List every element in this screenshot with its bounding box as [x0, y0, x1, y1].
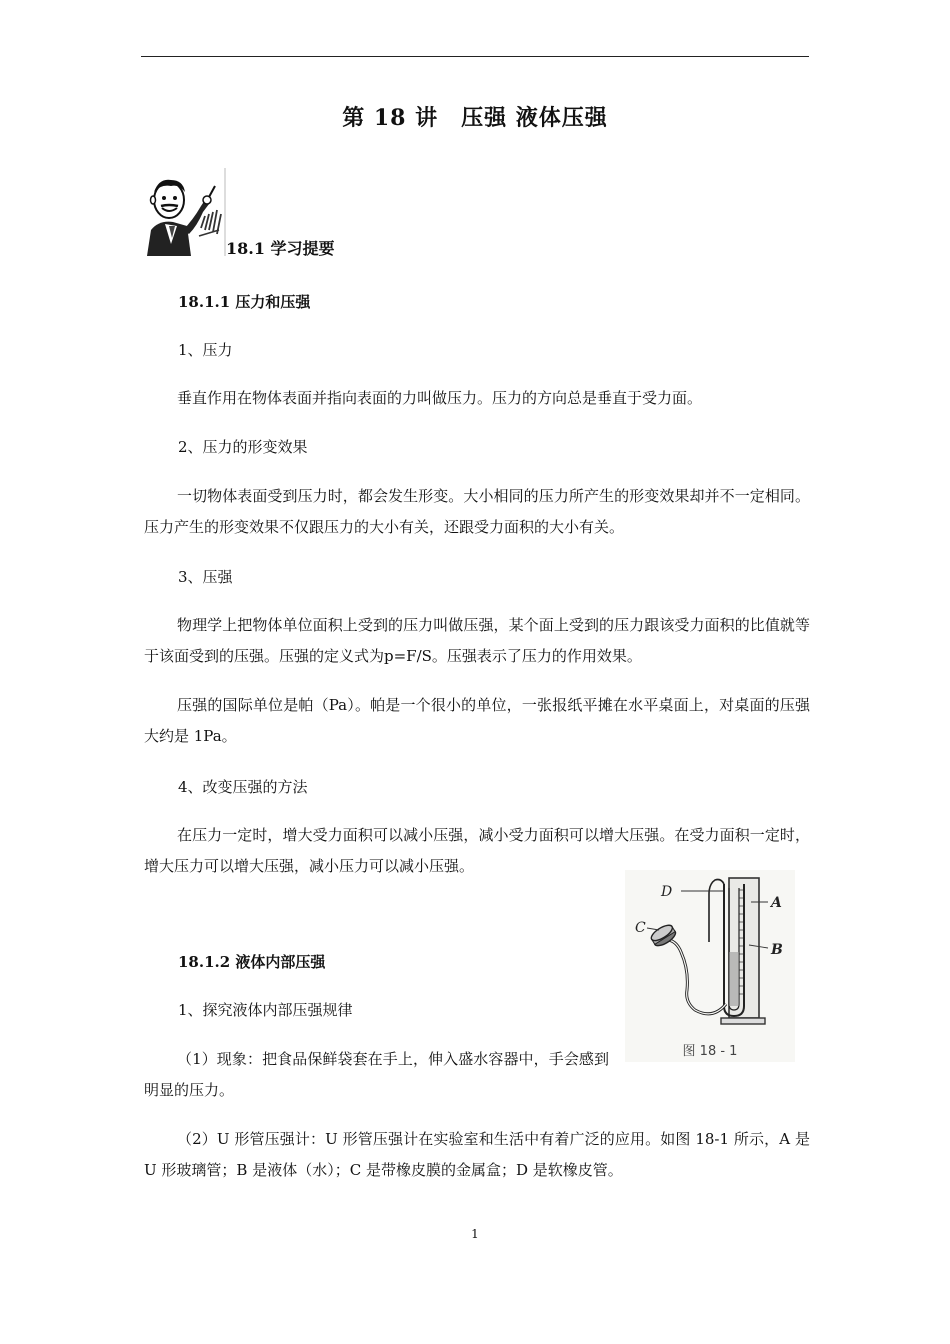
item-heading-deformation: 2、压力的形变效果	[178, 438, 308, 456]
paragraph-deformation: 一切物体表面受到压力时，都会发生形变。大小相同的压力所产生的形变效果却并不一定相同。压力产生的形变效果不仅跟压力的大小有关，还跟受力面积的大小有关。	[144, 487, 810, 536]
figure-label-d: D	[661, 884, 673, 900]
figure-label-b: B	[771, 942, 783, 958]
item-heading-change-pressure: 4、改变压强的方法	[178, 778, 308, 796]
paragraph-pressure-unit: 压强的国际单位是帕（Pa）。帕是一个很小的单位，一张报纸平摊在水平桌面上，对桌面的压强大约是 1Pa。	[144, 696, 810, 745]
figure-label-c: C	[635, 920, 646, 936]
item-heading-pressure-force: 1、压力	[178, 341, 233, 359]
u-tube-manometer-diagram	[625, 870, 795, 1062]
figure-u-tube-manometer	[625, 870, 795, 1062]
page-number: 1	[471, 1227, 479, 1241]
header-rule	[141, 56, 809, 57]
item-heading-pressure: 3、压强	[178, 568, 233, 586]
paragraph-u-tube: （2）U 形管压强计：U 形管压强计在实验室和生活中有着广泛的应用。如图 18-1 所示，A 是 U 形玻璃管；B 是液体（水）；C 是带橡皮膜的金属盒；D 是软橡皮管。	[144, 1130, 810, 1179]
subsection-heading-18-1-1: 18.1.1 压力和压强	[178, 293, 311, 311]
teacher-mascot-icon	[141, 168, 226, 256]
paragraph-change-pressure: 在压力一定时，增大受力面积可以减小压强，减小受力面积可以增大压强。在受力面积一定时，增大压力可以增大压强，减小压力可以减小压强。	[144, 826, 810, 875]
paragraph-pressure-definition: 物理学上把物体单位面积上受到的压力叫做压强，某个面上受到的压力跟该受力面积的比值就等于该面受到的压强。压强的定义式为p=F/S。压强表示了压力的作用效果。	[144, 616, 810, 665]
figure-label-a: A	[771, 895, 782, 911]
section-heading-18-1: 18.1 学习提要	[226, 239, 335, 258]
subsection-heading-18-1-2: 18.1.2 液体内部压强	[178, 953, 326, 971]
paragraph-phenomenon: （1）现象：把食品保鲜袋套在手上，伸入盛水容器中，手会感到明显的压力。	[144, 1050, 609, 1099]
page-title: 第 18 讲 压强 液体压强	[342, 105, 608, 131]
item-heading-liquid-pressure: 1、探究液体内部压强规律	[178, 1001, 353, 1019]
figure-caption: 图 18 - 1	[682, 1044, 738, 1059]
paragraph-pressure-force: 垂直作用在物体表面并指向表面的力叫做压力。压力的方向总是垂直于受力面。	[177, 389, 703, 407]
